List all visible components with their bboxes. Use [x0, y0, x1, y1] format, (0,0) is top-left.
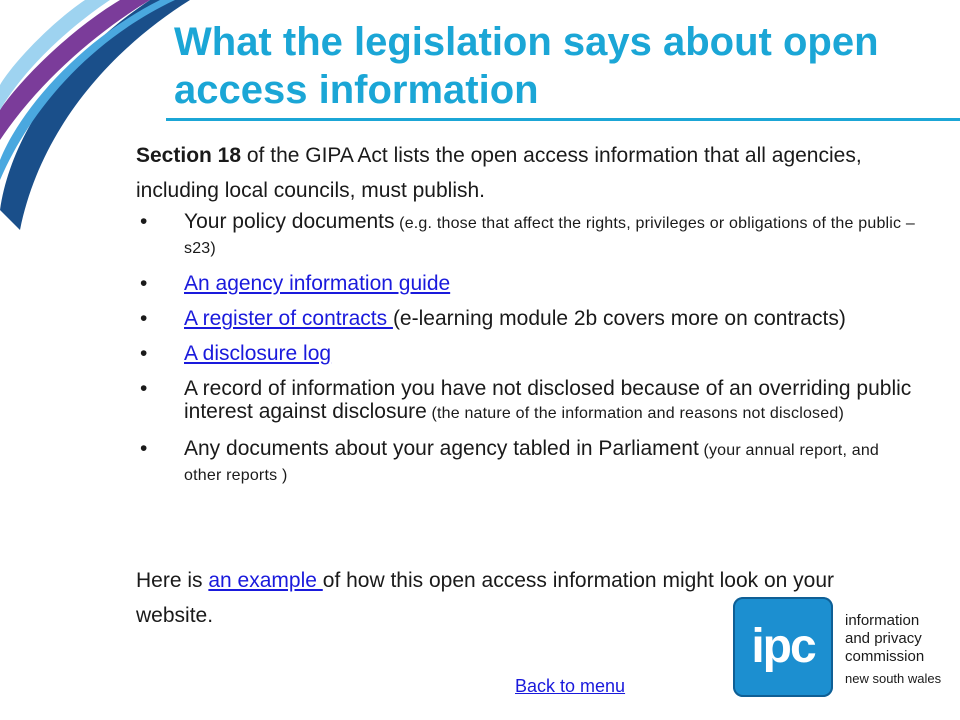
intro-paragraph: [136, 138, 936, 208]
logo-wordmark: [845, 612, 955, 688]
list-item-note: (your annual report, and other reports ): [184, 442, 880, 484]
logo-line-1: information: [845, 612, 920, 629]
logo-mark: ipc: [751, 620, 815, 673]
logo-subline: new south wales: [845, 671, 942, 686]
list-item: [136, 377, 916, 425]
ipc-logo: [733, 597, 833, 697]
list-item-text: (e-learning module 2b covers more on contracts): [392, 307, 846, 330]
open-access-list: [136, 210, 916, 499]
bullet-icon: •: [140, 307, 148, 330]
list-item: [136, 272, 916, 295]
list-item-text: Your policy documents: [184, 210, 395, 233]
list-item-note: (the nature of the information and reasons not disclosed): [426, 405, 844, 422]
list-item: [136, 342, 916, 365]
register-of-contracts-link[interactable]: A register of contracts: [184, 307, 393, 330]
bullet-icon: •: [140, 272, 148, 295]
example-link[interactable]: an example: [208, 569, 323, 592]
disclosure-log-link[interactable]: A disclosure log: [184, 342, 332, 365]
page-title: What the legislation says about open access information: [174, 20, 879, 112]
bullet-icon: •: [140, 342, 148, 365]
outro-text-before: Here is: [136, 569, 209, 592]
title-divider: [166, 118, 960, 121]
bullet-icon: •: [140, 210, 148, 233]
intro-text: of the GIPA Act lists the open access information that all agencies, including local councils, must publish.: [136, 144, 862, 202]
list-item-text: A record of information you have not disclosed because of an overriding public interest against disclosure: [184, 377, 912, 423]
logo-line-2: and privacy: [845, 630, 922, 647]
intro-bold: Section 18: [136, 144, 242, 167]
list-item-text: Any documents about your agency tabled in Parliament: [184, 437, 699, 460]
list-item-note: (e.g. those that affect the rights, privileges or obligations of the public – s23): [184, 215, 916, 257]
outro-text-after: of how this open access information might look on your website.: [136, 569, 835, 627]
bullet-icon: •: [140, 437, 148, 460]
logo-line-3: commission: [845, 648, 925, 665]
bullet-icon: •: [140, 377, 148, 400]
list-item: [136, 307, 916, 330]
back-to-menu-link[interactable]: Back to menu: [515, 676, 626, 696]
list-item: [136, 210, 916, 260]
list-item: [136, 437, 916, 487]
agency-information-guide-link[interactable]: An agency information guide: [184, 272, 451, 295]
